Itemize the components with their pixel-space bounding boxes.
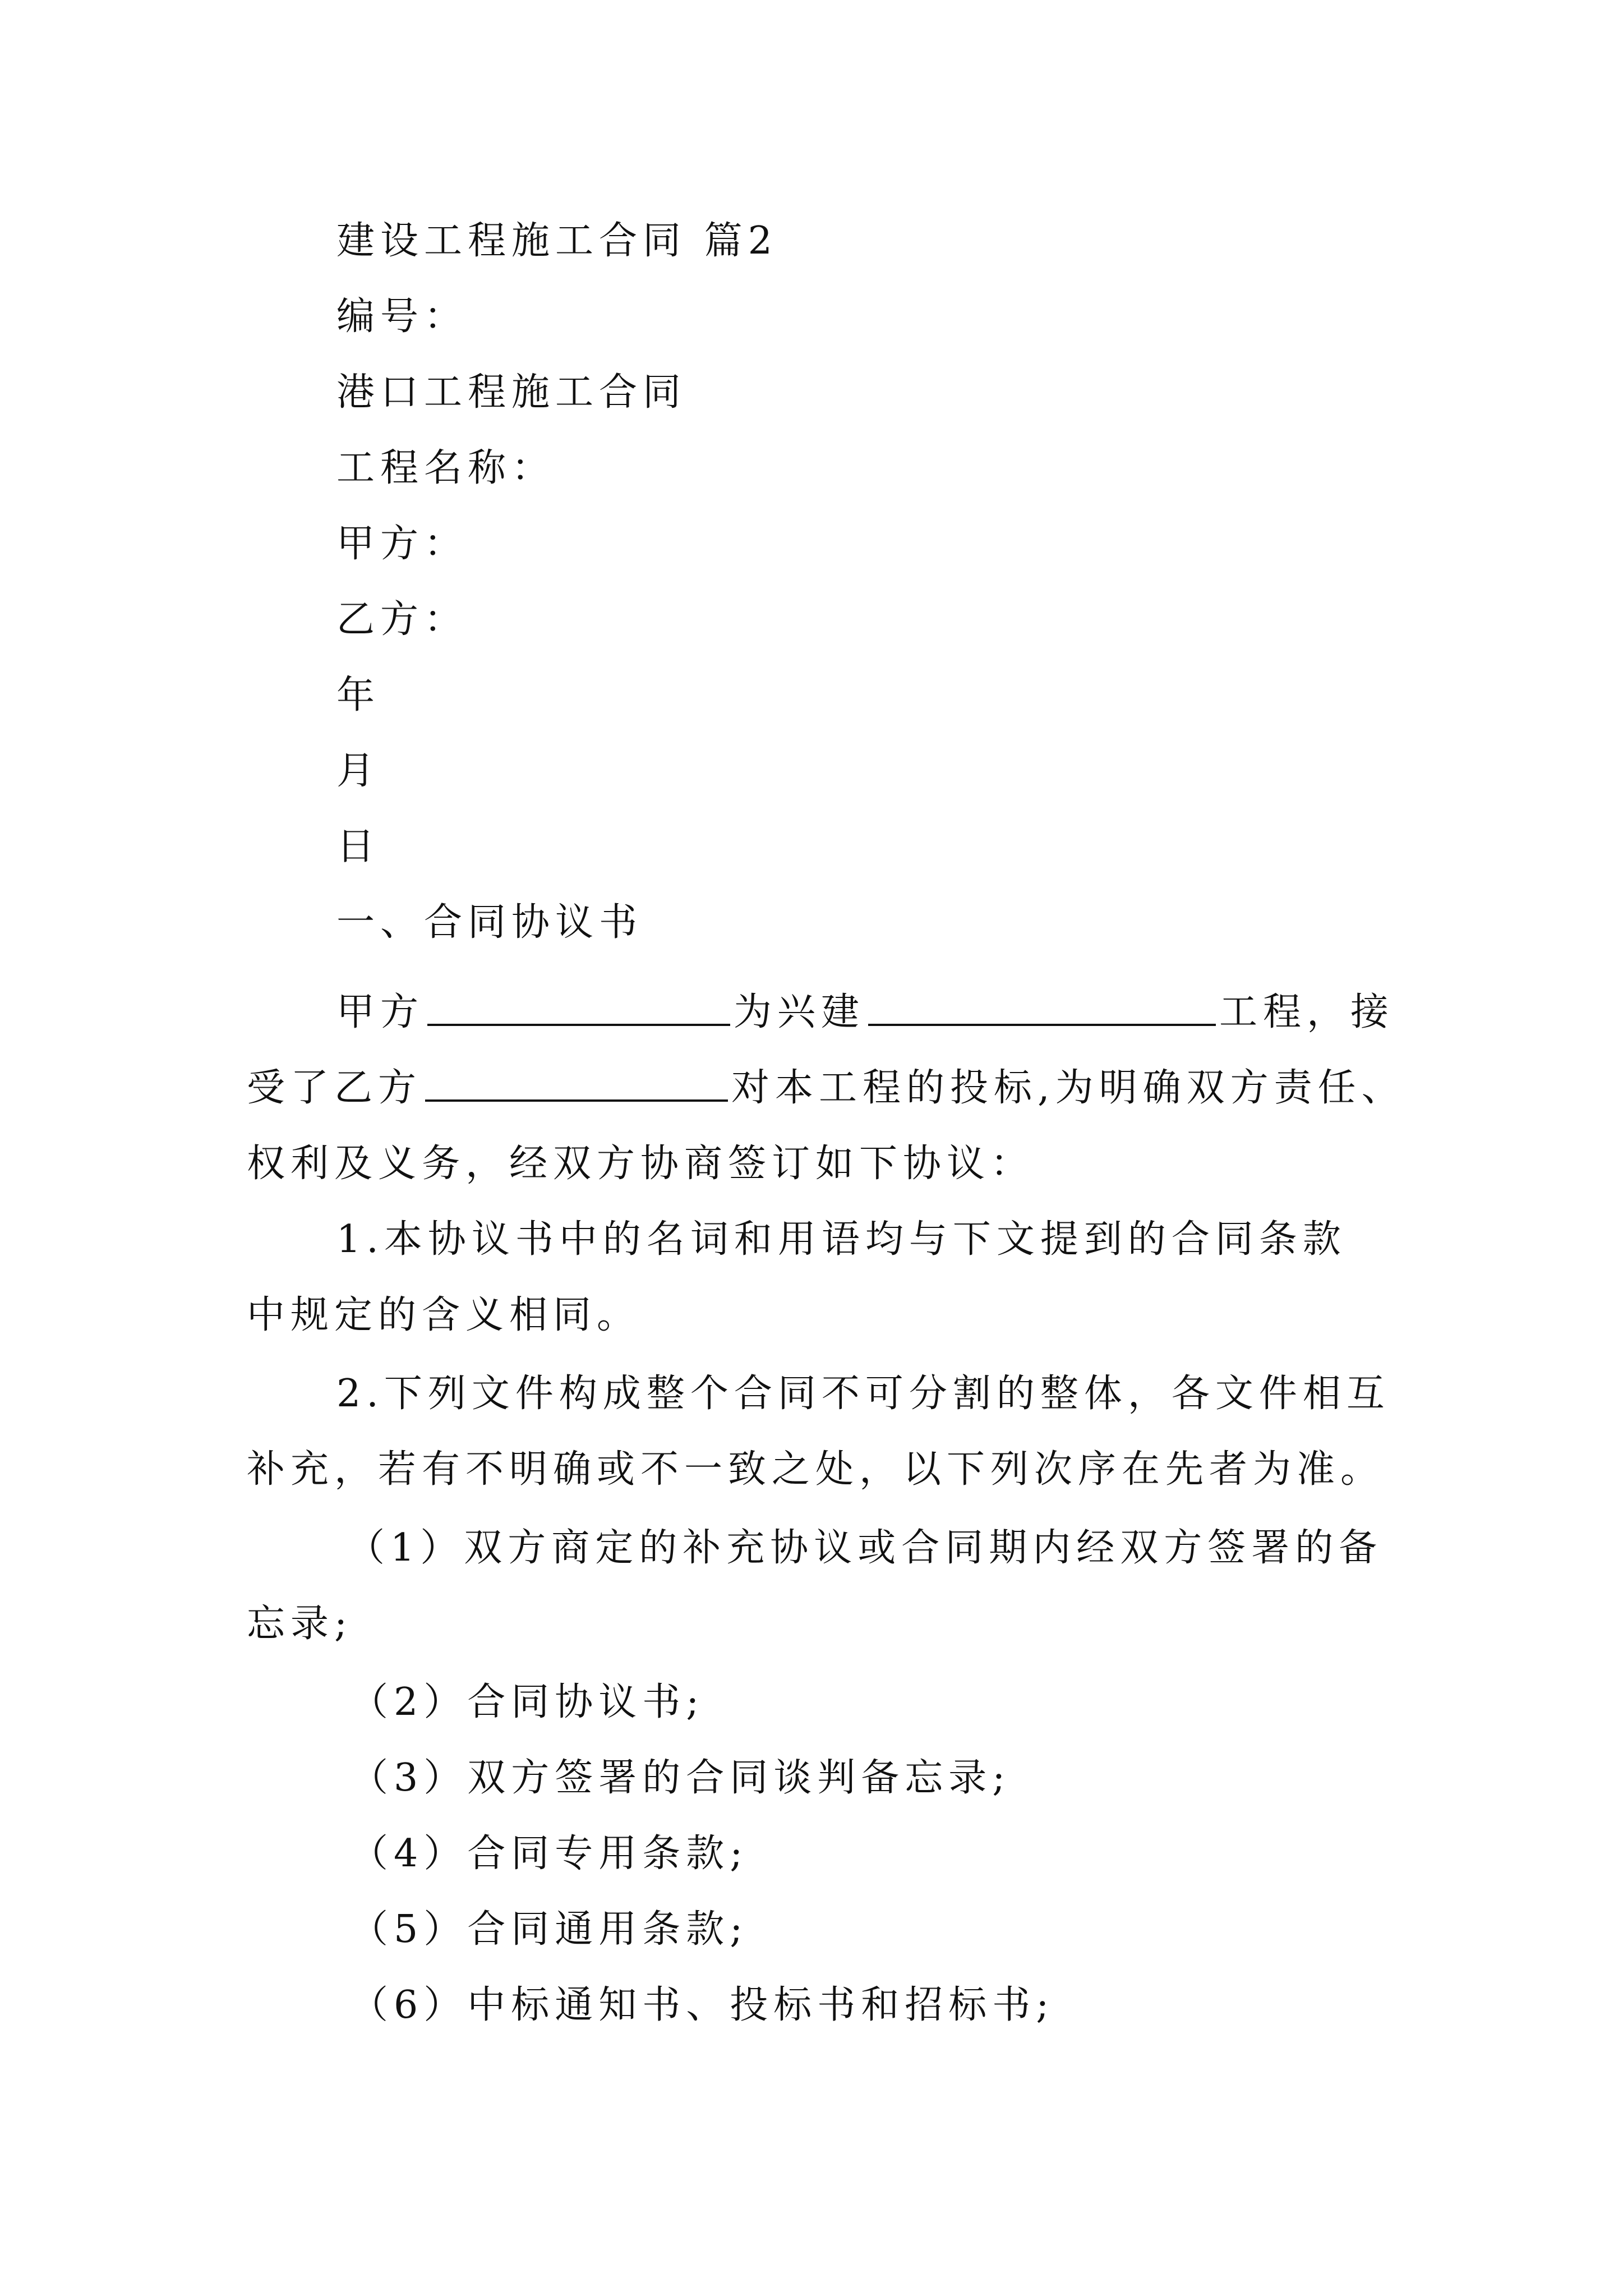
- party-a-label: 甲方：: [336, 522, 468, 566]
- clause-2-cont: 补充，若有不明确或不一致之处，以下列次序在先者为准。: [247, 1447, 1385, 1492]
- sub-item-3: （3）双方签署的合同谈判备忘录;: [350, 1756, 1011, 1800]
- para-text: 受了乙方: [247, 1066, 422, 1110]
- blank-line: [427, 984, 730, 1026]
- clause-1-cont: 中规定的含义相同。: [247, 1293, 641, 1337]
- sub-item-6: （6）中标通知书、投标书和招标书;: [350, 1983, 1055, 2027]
- document-title: 建设工程施工合同 篇2: [336, 219, 778, 263]
- month-label: 月: [336, 749, 381, 793]
- sub-item-1: （1）双方商定的补充协议或合同期内经双方签署的备: [347, 1526, 1383, 1570]
- paragraph-line: 权利及义务，经双方协商签订如下协议：: [247, 1142, 1035, 1186]
- sub-item-2: （2）合同协议书;: [350, 1680, 705, 1724]
- sub-item-5: （5）合同通用条款;: [350, 1907, 749, 1952]
- clause-1: 1.本协议书中的名词和用语均与下文提到的合同条款: [336, 1217, 1347, 1262]
- paragraph-line: [0, 1055, 1623, 1122]
- year-label: 年: [336, 673, 381, 717]
- para-text: 对本工程的投标,为明确双方责任、: [731, 1066, 1405, 1110]
- section-heading: 一、合同协议书: [336, 900, 643, 945]
- sub-item-4: （4）合同专用条款;: [350, 1832, 749, 1876]
- clause-2: 2.下列文件构成整个合同不可分割的整体，各文件相互: [336, 1372, 1390, 1416]
- number-label: 编号：: [336, 295, 468, 339]
- blank-line: [425, 1060, 728, 1102]
- sub-item-1-cont: 忘录;: [247, 1602, 353, 1646]
- paragraph-line: [0, 979, 1623, 1046]
- para-text: 甲方: [336, 990, 425, 1034]
- blank-line: [868, 984, 1216, 1026]
- day-label: 日: [336, 825, 381, 869]
- para-text: 为兴建: [734, 990, 865, 1034]
- project-name-label: 工程名称：: [336, 446, 556, 490]
- contract-name: 港口工程施工合同: [336, 370, 687, 415]
- party-b-label: 乙方：: [336, 597, 468, 642]
- para-text: 工程，接: [1219, 990, 1395, 1034]
